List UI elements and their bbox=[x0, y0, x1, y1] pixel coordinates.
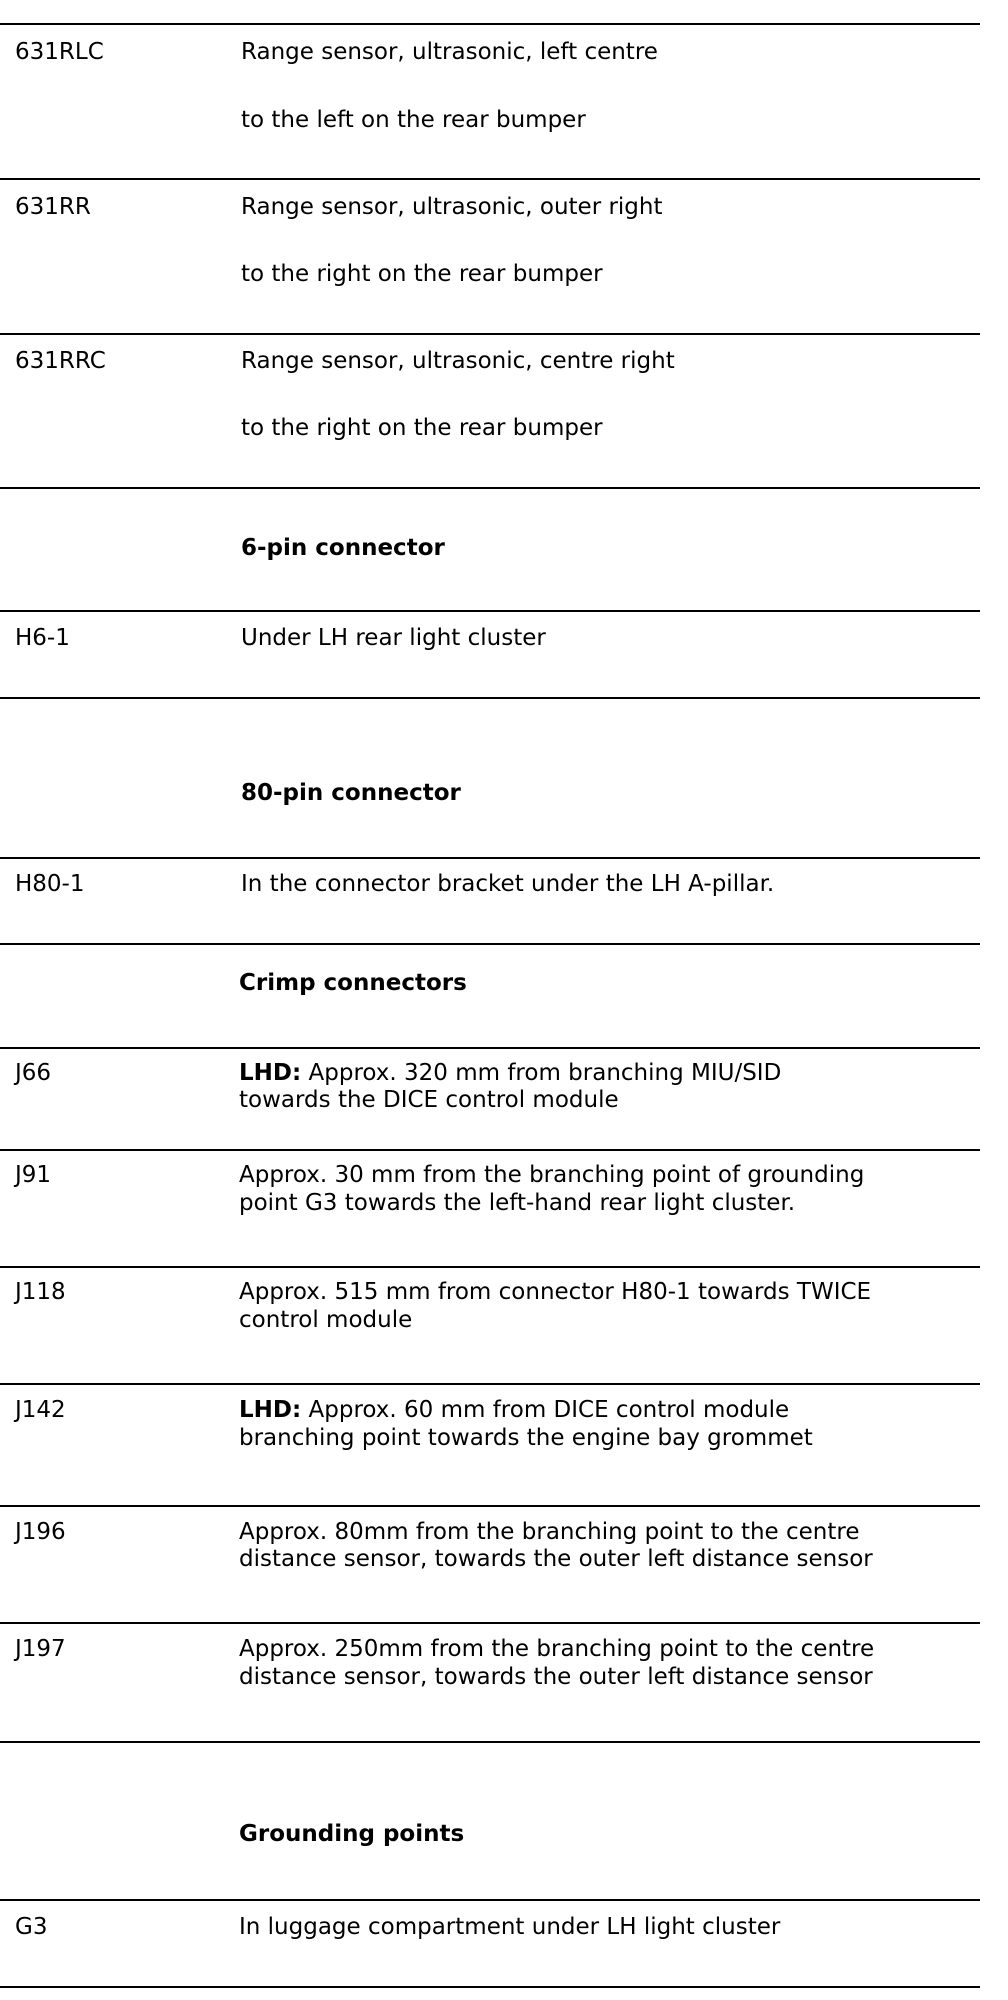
section-heading: 80-pin connector bbox=[241, 780, 461, 806]
component-description: Range sensor, ultrasonic, centre right bbox=[241, 348, 675, 374]
location-text: Approx. 320 mm from branching MIU/SID bbox=[301, 1060, 782, 1086]
table-rule bbox=[0, 1266, 980, 1268]
component-code: J142 bbox=[15, 1397, 66, 1423]
component-location-line2: distance sensor, towards the outer left distance sensor bbox=[239, 1546, 873, 1572]
lhd-prefix: LHD: bbox=[239, 1060, 302, 1086]
table-rule bbox=[0, 1986, 980, 1988]
component-location-line2: towards the DICE control module bbox=[239, 1087, 619, 1113]
section-heading: 6-pin connector bbox=[241, 535, 445, 561]
table-rule bbox=[0, 943, 980, 945]
component-location: In luggage compartment under LH light cluster bbox=[239, 1914, 781, 1940]
component-location-line2: distance sensor, towards the outer left distance sensor bbox=[239, 1664, 873, 1690]
table-rule bbox=[0, 1149, 980, 1151]
component-code: 631RRC bbox=[15, 348, 106, 374]
component-code: 631RLC bbox=[15, 39, 104, 65]
table-rule bbox=[0, 487, 980, 489]
table-rule bbox=[0, 857, 980, 859]
table-rule bbox=[0, 1741, 980, 1743]
component-description: Range sensor, ultrasonic, outer right bbox=[241, 194, 663, 220]
table-rule bbox=[0, 697, 980, 699]
table-rule bbox=[0, 23, 980, 25]
component-location: to the right on the rear bumper bbox=[241, 261, 603, 287]
location-text: Approx. 60 mm from DICE control module bbox=[301, 1397, 790, 1423]
component-code: J91 bbox=[15, 1162, 52, 1188]
component-location: to the left on the rear bumper bbox=[241, 107, 586, 133]
section-heading: Grounding points bbox=[239, 1821, 465, 1847]
lhd-prefix: LHD: bbox=[239, 1397, 302, 1423]
component-code: J197 bbox=[15, 1636, 66, 1662]
component-location: Approx. 80mm from the branching point to the centre bbox=[239, 1519, 860, 1545]
component-description: Range sensor, ultrasonic, left centre bbox=[241, 39, 658, 65]
component-code: H6-1 bbox=[15, 625, 70, 651]
component-code: G3 bbox=[15, 1914, 48, 1940]
component-code: J196 bbox=[15, 1519, 66, 1545]
table-rule bbox=[0, 1622, 980, 1624]
table-rule bbox=[0, 1899, 980, 1901]
component-location: Approx. 250mm from the branching point to the centre bbox=[239, 1636, 875, 1662]
table-rule bbox=[0, 1047, 980, 1049]
table-rule bbox=[0, 333, 980, 335]
component-code: 631RR bbox=[15, 194, 91, 220]
table-rule bbox=[0, 1505, 980, 1507]
table-rule bbox=[0, 178, 980, 180]
table-rule bbox=[0, 1383, 980, 1385]
component-location: Under LH rear light cluster bbox=[241, 625, 546, 651]
component-location: Approx. 30 mm from the branching point of grounding bbox=[239, 1162, 865, 1188]
component-code: H80-1 bbox=[15, 871, 85, 897]
component-location-line2: control module bbox=[239, 1307, 413, 1333]
component-location-line2: point G3 towards the left-hand rear light cluster. bbox=[239, 1190, 796, 1216]
component-code: J118 bbox=[15, 1279, 66, 1305]
component-location: In the connector bracket under the LH A-pillar. bbox=[241, 871, 775, 897]
table-rule bbox=[0, 610, 980, 612]
component-code: J66 bbox=[15, 1060, 52, 1086]
component-location-line2: branching point towards the engine bay grommet bbox=[239, 1425, 813, 1451]
section-heading: Crimp connectors bbox=[239, 970, 467, 996]
component-location: Approx. 515 mm from connector H80-1 towards TWICE bbox=[239, 1279, 872, 1305]
component-location: to the right on the rear bumper bbox=[241, 415, 603, 441]
